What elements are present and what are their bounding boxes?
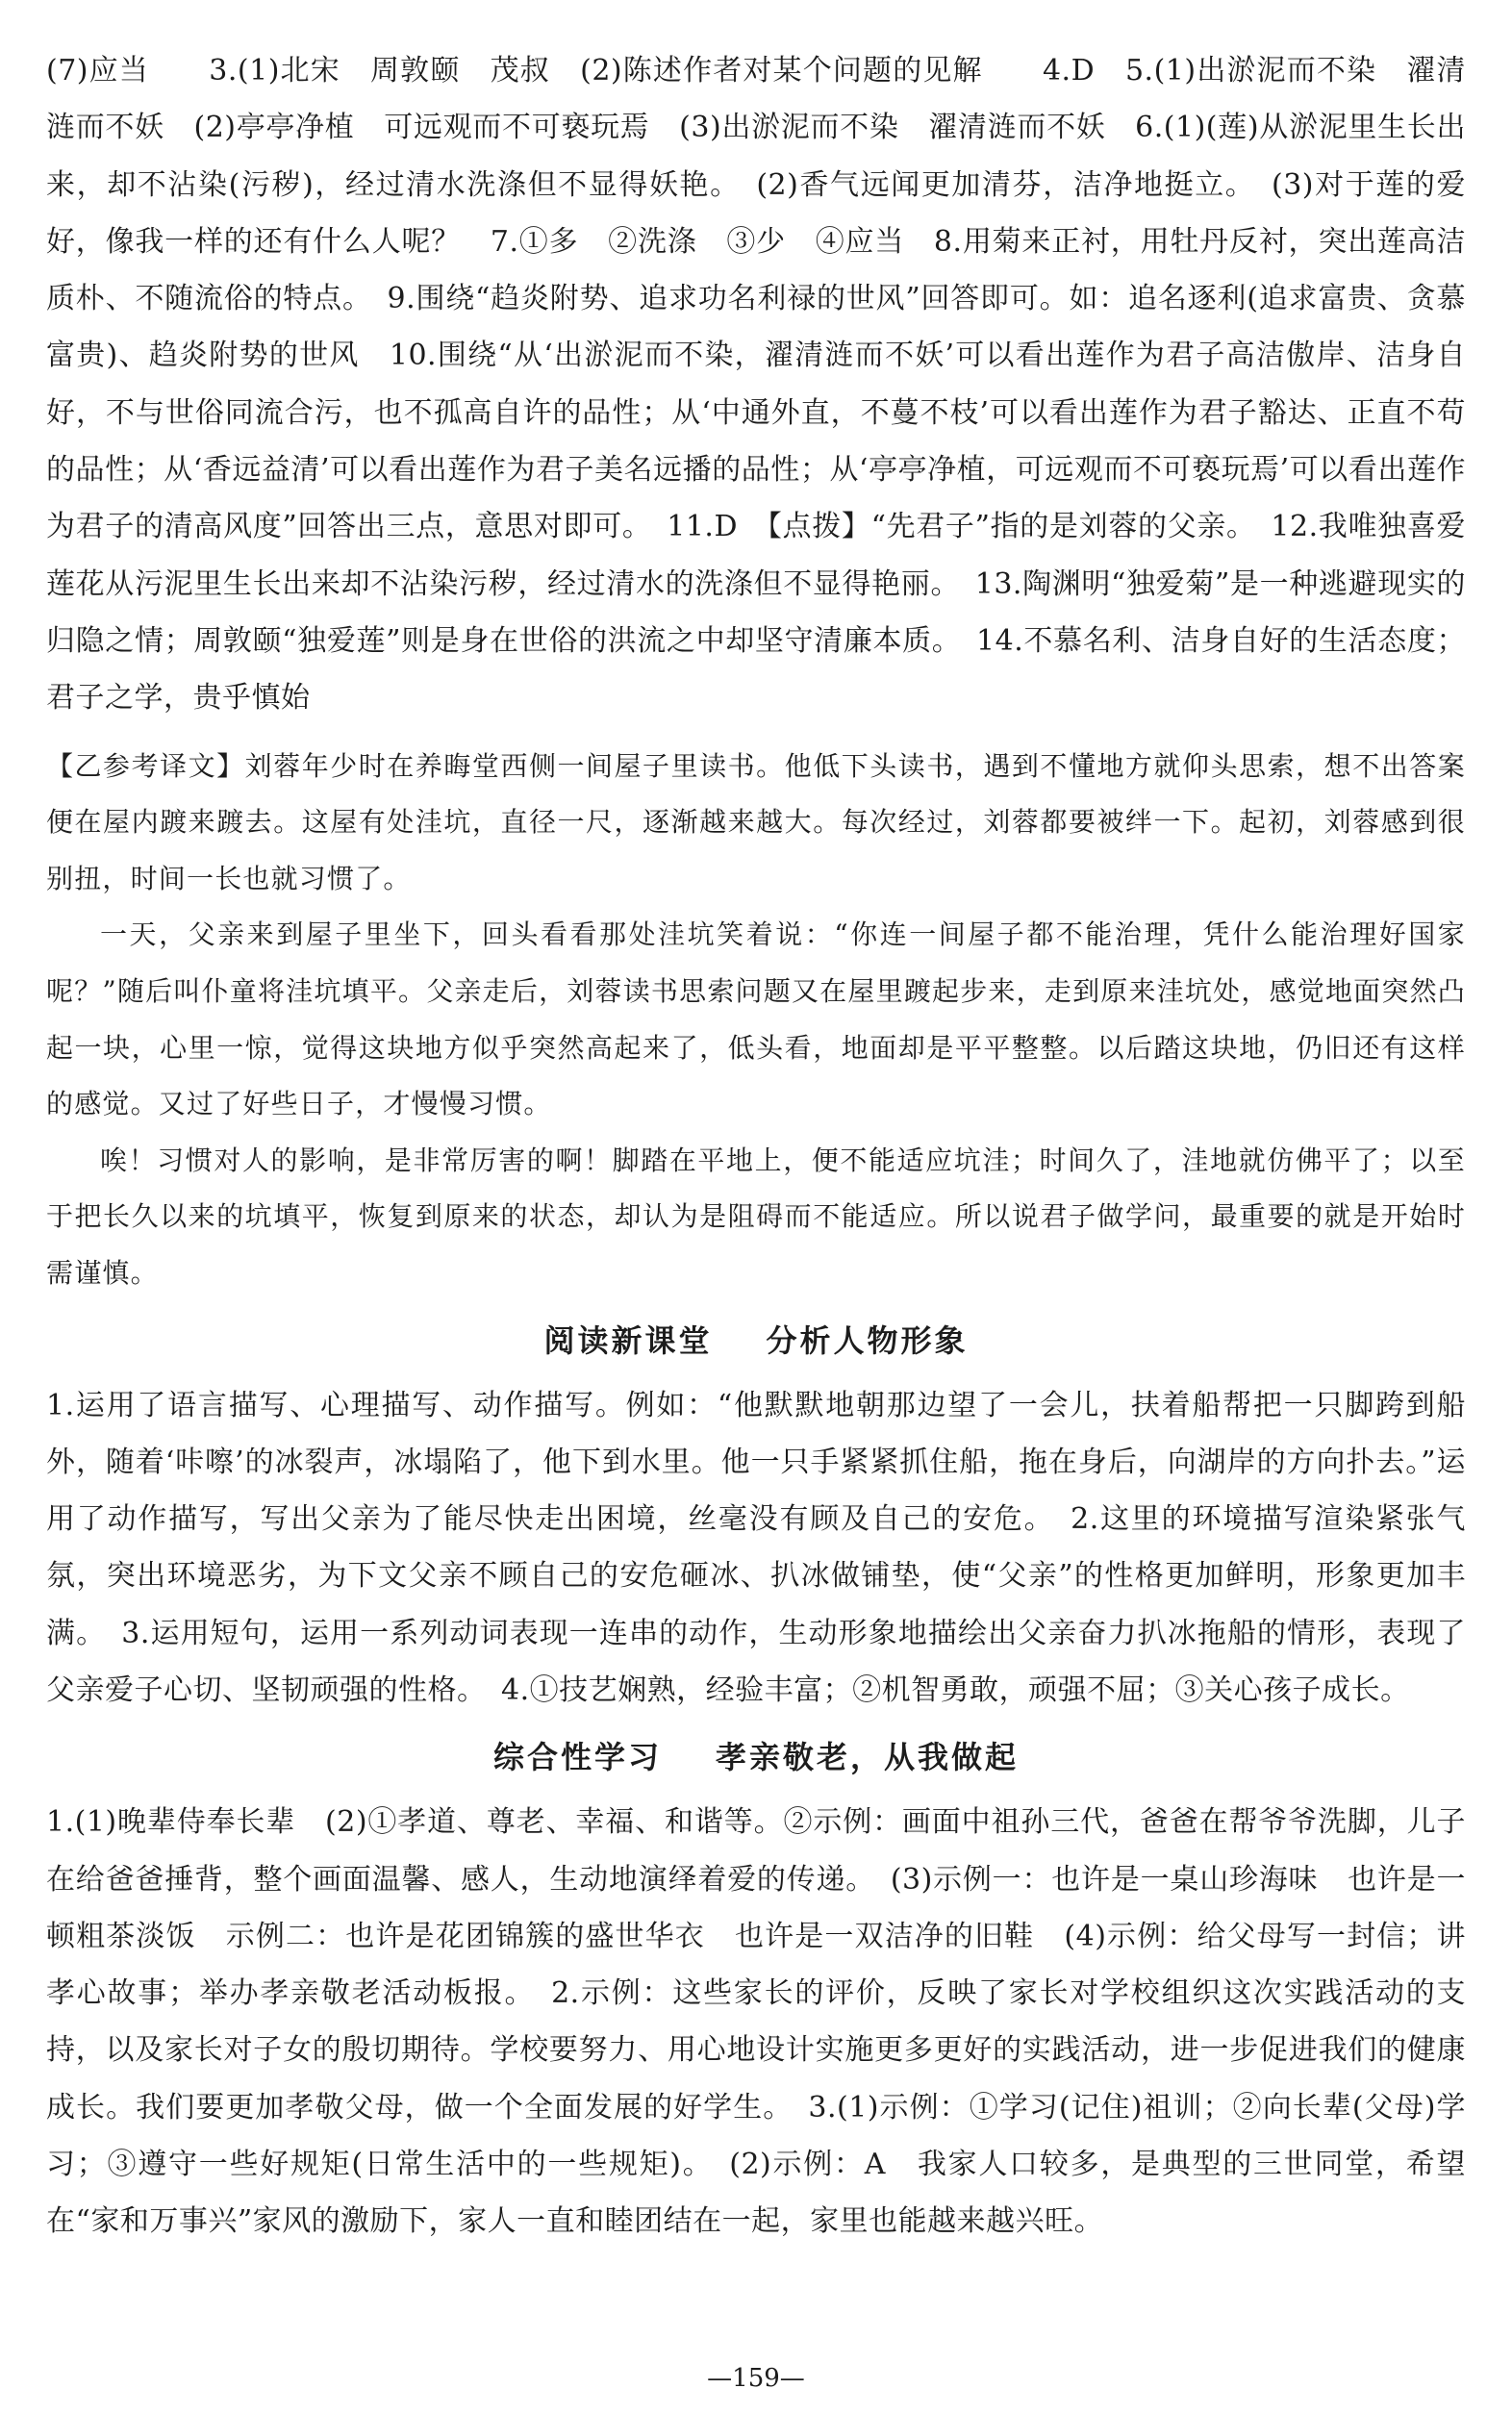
translation-paragraph-3: 唉！习惯对人的影响，是非常厉害的啊！脚踏在平地上，便不能适应坑洼；时间久了，洼地就仿佛平了；以至于把长久以来的坑填平，恢复到原来的状态，却认为是阻碍而不能适应。所以说君子做学问，最重要的就是开始时需谨慎。: [46, 1144, 1466, 1289]
comprehensive-answers: 1.(1)晚辈侍奉长辈 (2)①孝道、尊老、幸福、和谐等。②示例：画面中祖孙三代，爸爸在帮爷爷洗脚，儿子在给爸爸捶背，整个画面温馨、感人，生动地演绎着爱的传递。 (3)示例一：也许是一桌山珍海味 也许是一顿粗茶淡饭 示例二：也许是花团锦簇的盛世华衣 也许是一双洁净的旧鞋 (4)示例：给父母写一封信；讲孝心故事；举办孝亲敬老活动板报。 2.示例：这些家长的评价，反映了家长对学校组织这次实践活动的支持，以及家长对子女的殷切期待。学校要努力、用心地设计实施更多更好的实践活动，进一步促进我们的健康成长。我们要更加孝敬父母，做一个全面发展的好学生。 3.(1)示例：①学习(记住)祖训；②向长辈(父母)学习；③遵守一些好规矩(日常生活中的一些规矩)。 (2)示例：A 我家人口较多，是典型的三世同堂，希望在“家和万事兴”家风的激励下，家人一直和睦团结在一起，家里也能越来越兴旺。: [46, 1805, 1466, 2239]
section-heading-reading: [46, 1318, 1466, 1364]
translation-block: [46, 739, 1466, 1302]
reading-answers: 1.运用了语言描写、心理描写、动作描写。例如：“他默默地朝那边望了一会儿，扶着船帮把一只脚跨到船外，随着‘咔嚓’的冰裂声，冰塌陷了，他下到水里。他一只手紧紧抓住船，拖在身后，向湖岸的方向扑去。”运用了动作描写，写出父亲为了能尽快走出困境，丝毫没有顾及自己的安危。 2.这里的环境描写渲染紧张气氛，突出环境恶劣，为下文父亲不顾自己的安危砸冰、扒冰做铺垫，使“父亲”的性格更加鲜明，形象更加丰满。 3.运用短句，运用一系列动词表现一连串的动作，生动形象地描绘出父亲奋力扒冰拖船的情形，表现了父亲爱子心切、坚韧顽强的性格。 4.①技艺娴熟，经验丰富；②机智勇敢，顽强不屈；③关心孩子成长。: [46, 1388, 1466, 1707]
heading-reading-title: 阅读新课堂: [543, 1321, 713, 1359]
heading-comprehensive-title: 综合性学习: [492, 1739, 662, 1776]
answers-section-1: (7)应当 3.(1)北宋 周敦颐 茂叔 (2)陈述作者对某个问题的见解 4.D 5.(1)出淤泥而不染 濯清涟而不妖 (2)亭亭净植 可远观而不可亵玩焉 (3)出淤泥而不染 濯清涟而不妖 6.(1)(莲)从淤泥里生长出来，却不沾染(污秽)，经过清水洗涤但不显得妖艳。 (2)香气远闻更加清芬，洁净地挺立。 (3)对于莲的爱好，像我一样的还有什么人呢？ 7.①多 ②洗涤 ③少 ④应当 8.用菊来正衬，用牡丹反衬，突出莲高洁质朴、不随流俗的特点。 9.围绕“趋炎附势、追求功名利禄的世风”回答即可。如：追名逐利(追求富贵、贪慕富贵)、趋炎附势的世风 10.围绕“从‘出淤泥而不染，濯清涟而不妖’可以看出莲作为君子高洁傲岸、洁身自好，不与世俗同流合污，也不孤高自许的品性；从‘中通外直，不蔓不枝’可以看出莲作为君子豁达、正直不苟的品性；从‘香远益清’可以看出莲作为君子美名远播的品性；从‘亭亭净植，可远观而不可亵玩焉’可以看出莲作为君子的清高风度”回答出三点，意思对即可。 11.D 【点拨】“先君子”指的是刘蓉的父亲。 12.我唯独喜爱莲花从污泥里生长出来却不沾染污秽，经过清水的洗涤但不显得艳丽。 13.陶渊明“独爱菊”是一种逃避现实的归隐之情；周敦颐“独爱莲”则是身在世俗的洪流之中却坚守清廉本质。 14.不慕名利、洁身自好的生活态度；君子之学，贵乎慎始: [46, 54, 1466, 716]
answer-page: [46, 42, 1466, 2251]
heading-reading-subtitle: 分析人物形象: [766, 1321, 969, 1359]
heading-comprehensive-subtitle: 孝亲敬老，从我做起: [716, 1739, 1020, 1776]
page-number: —159—: [707, 2364, 805, 2393]
section-heading-comprehensive: [46, 1734, 1466, 1780]
translation-paragraph-2: 一天，父亲来到屋子里坐下，回头看看那处洼坑笑着说：“你连一间屋子都不能治理，凭什么能治理好国家呢？”随后叫仆童将洼坑填平。父亲走后，刘蓉读书思索问题又在屋里踱起步来，走到原来洼坑处，感觉地面突然凸起一块，心里一惊，觉得这块地方似乎突然高起来了，低头看，地面却是平平整整。以后踏这块地，仍旧还有这样的感觉。又过了好些日子，才慢慢习惯。: [46, 918, 1466, 1120]
translation-paragraph-1: 【乙参考译文】刘蓉年少时在养晦堂西侧一间屋子里读书。他低下头读书，遇到不懂地方就仰头思索，想不出答案便在屋内踱来踱去。这屋有处洼坑，直径一尺，逐渐越来越大。每次经过，刘蓉都要被绊一下。起初，刘蓉感到很别扭，时间一长也就习惯了。: [46, 749, 1466, 894]
